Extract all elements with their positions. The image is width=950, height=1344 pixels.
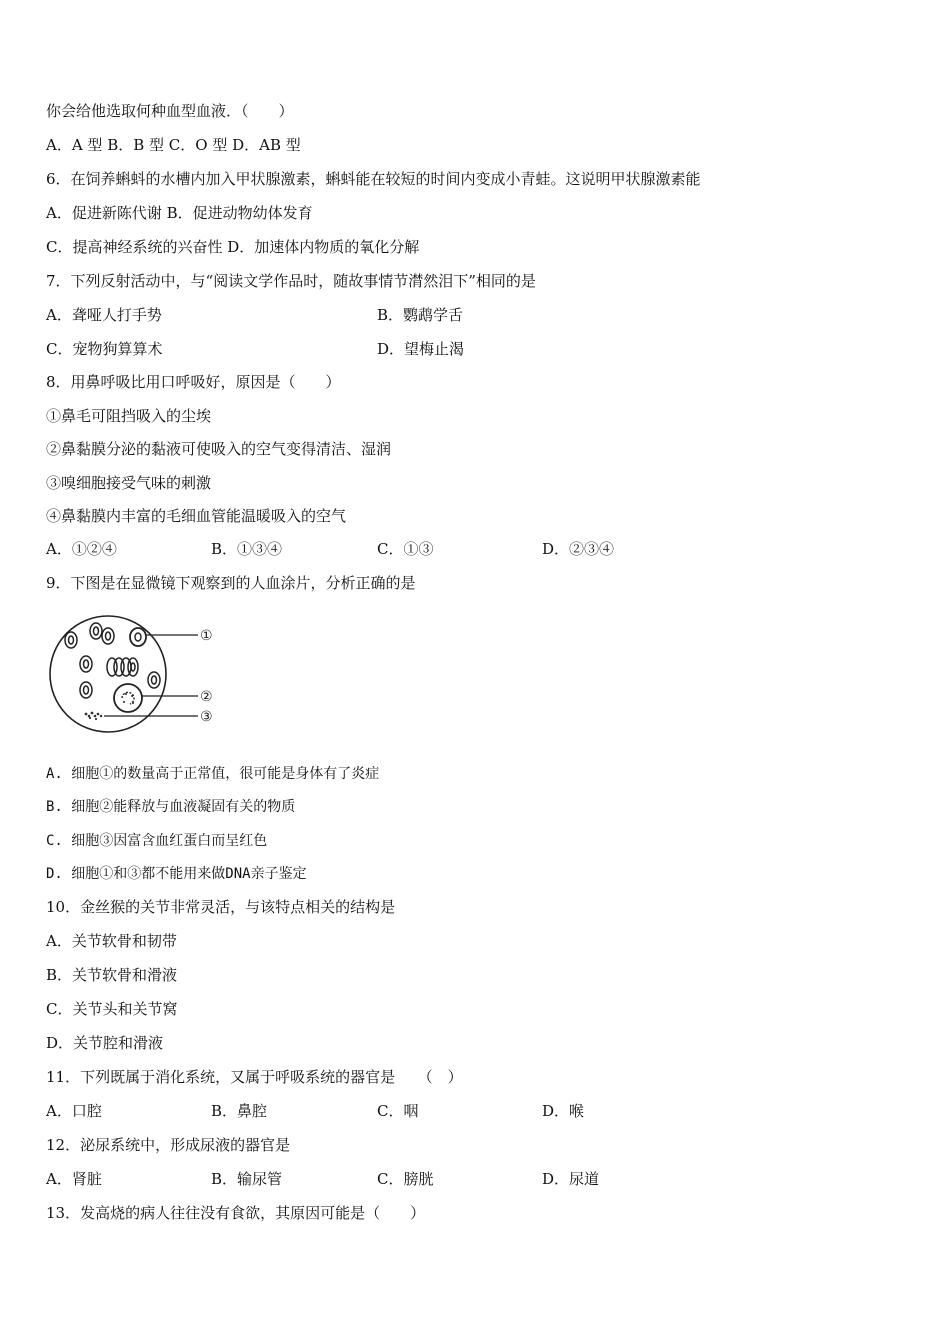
q8-item-1: ①鼻毛可阻挡吸入的尘埃 — [46, 407, 212, 425]
q7-option-b: B．鹦鹉学舌 — [377, 306, 464, 324]
q11-option-b: B．鼻腔 — [211, 1102, 268, 1120]
q7-stem: 7．下列反射活动中，与“阅读文学作品时，随故事情节潸然泪下”相同的是 — [46, 272, 536, 290]
q7-option-a: A．聋哑人打手势 — [46, 306, 162, 324]
q11-option-a: A．口腔 — [46, 1102, 102, 1120]
q6-options-line2: C．提高神经系统的兴奋性 D．加速体内物质的氧化分解 — [46, 238, 420, 256]
q10-option-d: D．关节腔和滑液 — [46, 1034, 164, 1052]
q9-option-d: D. 细胞①和③都不能用来做DNA亲子鉴定 — [46, 866, 307, 882]
q8-option-a: A．①②④ — [46, 540, 117, 558]
blood-smear-figure — [46, 612, 236, 742]
q9-option-b: B. 细胞②能释放与血液凝固有关的物质 — [46, 799, 296, 815]
q8-option-d: D．②③④ — [542, 540, 615, 558]
q8-item-4: ④鼻黏膜内丰富的毛细血管能温暖吸入的空气 — [46, 507, 347, 525]
q12-option-b: B．输尿管 — [211, 1170, 283, 1188]
q8-item-3: ③嗅细胞接受气味的刺激 — [46, 474, 212, 492]
q7-option-c: C．宠物狗算算术 — [46, 340, 163, 358]
q12-stem: 12．泌尿系统中，形成尿液的器官是 — [46, 1136, 291, 1154]
q12-option-a: A．肾脏 — [46, 1170, 102, 1188]
q10-stem: 10．金丝猴的关节非常灵活，与该特点相关的结构是 — [46, 898, 396, 916]
q13-stem: 13．发高烧的病人往往没有食欲，其原因可能是（ ） — [46, 1204, 426, 1222]
figure-label-3: ③ — [200, 709, 213, 725]
q11-stem: 11．下列既属于消化系统，又属于呼吸系统的器官是 （ ） — [46, 1068, 463, 1086]
q5-options: A．A 型 B．B 型 C．O 型 D．AB 型 — [46, 136, 301, 154]
q12-option-c: C．膀胱 — [377, 1170, 434, 1188]
q8-item-2: ②鼻黏膜分泌的黏液可使吸入的空气变得清洁、湿润 — [46, 440, 392, 458]
figure-label-2: ② — [200, 689, 213, 705]
q6-options-line1: A．促进新陈代谢 B．促进动物幼体发育 — [46, 204, 313, 222]
q11-option-c: C．咽 — [377, 1102, 419, 1120]
q9-option-a: A. 细胞①的数量高于正常值，很可能是身体有了炎症 — [46, 766, 380, 782]
q6-stem: 6．在饲养蝌蚪的水槽内加入甲状腺激素，蝌蚪能在较短的时间内变成小青蛙。这说明甲状腺激素能 — [46, 170, 701, 188]
figure-label-1: ① — [200, 628, 213, 644]
q8-stem: 8．用鼻呼吸比用口呼吸好，原因是（ ） — [46, 373, 341, 391]
q8-option-c: C．①③ — [377, 540, 434, 558]
q10-option-a: A．关节软骨和韧带 — [46, 932, 177, 950]
cell-1 — [130, 628, 146, 646]
q5-stem-tail: 你会给他选取何种血型血液．（ ） — [46, 102, 294, 120]
blood-smear-svg — [46, 612, 236, 742]
q10-option-c: C．关节头和关节窝 — [46, 1000, 178, 1018]
q11-option-d: D．喉 — [542, 1102, 585, 1120]
q9-option-c: C. 细胞③因富含血红蛋白而呈红色 — [46, 833, 268, 849]
q12-option-d: D．尿道 — [542, 1170, 600, 1188]
cell-3 — [85, 712, 103, 721]
q10-option-b: B．关节软骨和滑液 — [46, 966, 178, 984]
q8-option-b: B．①③④ — [211, 540, 283, 558]
q9-stem: 9．下图是在显微镜下观察到的人血涂片，分析正确的是 — [46, 574, 416, 592]
cell-2 — [114, 684, 142, 712]
q7-option-d: D．望梅止渴 — [377, 340, 465, 358]
